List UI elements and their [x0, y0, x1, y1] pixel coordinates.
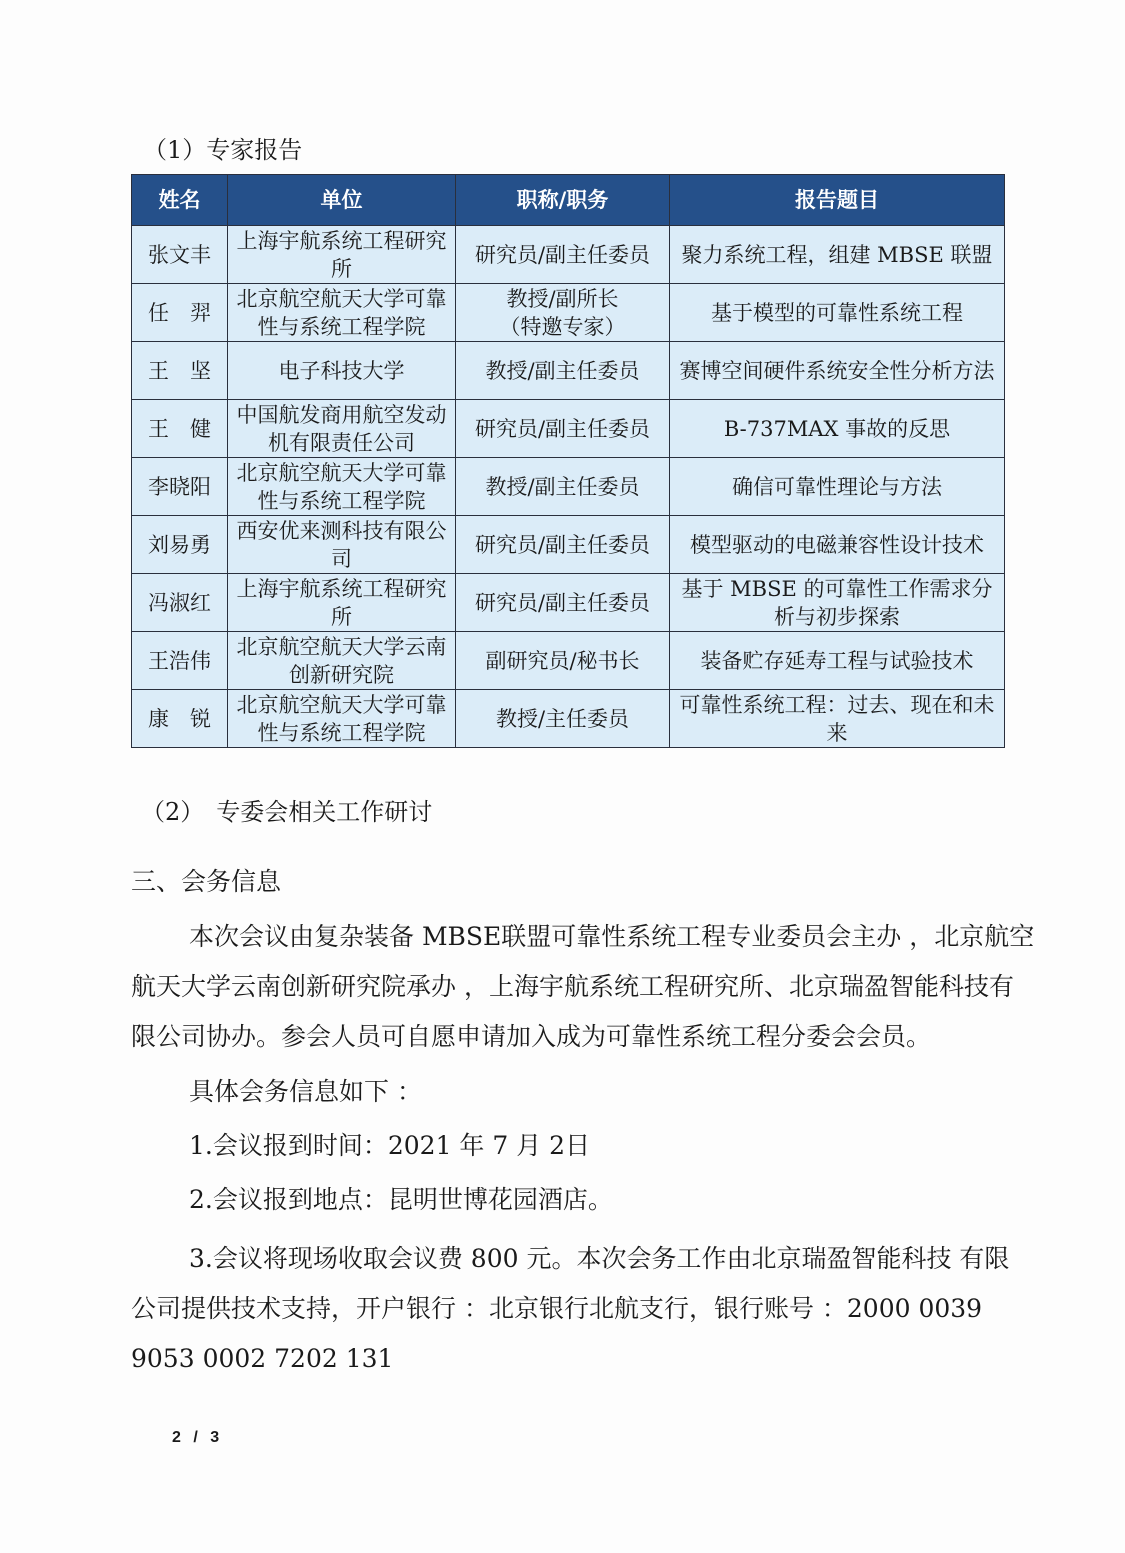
table-row	[132, 284, 1005, 342]
report-topic-cell: B-737MAX 事故的反思	[670, 400, 1005, 458]
table-row	[132, 400, 1005, 458]
report-topic-cell: 确信可靠性理论与方法	[670, 458, 1005, 516]
expert-report-table	[131, 174, 1005, 748]
unit-cell: 上海宇航系统工程研究所	[228, 574, 456, 632]
unit-cell: 中国航发商用航空发动机有限责任公司	[228, 400, 456, 458]
section-3-heading: 三、会务信息	[131, 867, 282, 896]
registration-time: 1.会议报到时间：2021 年 7 月 2日	[189, 1131, 591, 1160]
organizer-paragraph: 本次会议由复杂装备 MBSE联盟可靠性系统工程专业委员会主办 ，北京航空航天大学云南创新研究院承办 ，上海宇航系统工程研究所、北京瑞盈智能科技有 限公司协办。参会人员可自愿申请加入成为可靠性系统工程分委会会员。	[131, 922, 1035, 1051]
position-cell: 研究员/副主任委员	[456, 400, 670, 458]
table-row	[132, 574, 1005, 632]
unit-cell: 北京航空航天大学云南创新研究院	[228, 632, 456, 690]
title-header: 职称/职务	[456, 175, 670, 226]
position-cell: 研究员/副主任委员	[456, 516, 670, 574]
position-cell: 研究员/副主任委员	[456, 226, 670, 284]
unit-header: 单位	[228, 175, 456, 226]
report-topic-cell: 模型驱动的电磁兼容性设计技术	[670, 516, 1005, 574]
table-row	[132, 458, 1005, 516]
table-row	[132, 632, 1005, 690]
expert-name-cell: 刘易勇	[132, 516, 228, 574]
report-topic-cell: 装备贮存延寿工程与试验技术	[670, 632, 1005, 690]
expert-name-cell: 王 健	[132, 400, 228, 458]
position-cell: 副研究员/秘书长	[456, 632, 670, 690]
unit-cell: 北京航空航天大学可靠性与系统工程学院	[228, 284, 456, 342]
table-row	[132, 516, 1005, 574]
table-row	[132, 226, 1005, 284]
unit-cell: 电子科技大学	[228, 342, 456, 400]
fee-and-bank-info: 3.会议将现场收取会议费 800 元。本次会务工作由北京瑞盈智能科技 有限公司提供技术支持，开户银行 ：北京银行北航支行，银行账号 ：2000 0039 9053 0002 7202 131	[131, 1244, 1010, 1373]
registration-location: 2.会议报到地点：昆明世博花园酒店。	[189, 1185, 613, 1214]
position-cell: 研究员/副主任委员	[456, 574, 670, 632]
table-body	[132, 226, 1005, 748]
position-cell: 教授/副所长 （特邀专家）	[456, 284, 670, 342]
section-2-heading: （2） 专委会相关工作研讨	[141, 798, 433, 826]
position-cell: 教授/主任委员	[456, 690, 670, 748]
unit-cell: 上海宇航系统工程研究所	[228, 226, 456, 284]
table-row	[132, 342, 1005, 400]
expert-name-cell: 任 羿	[132, 284, 228, 342]
expert-name-cell: 李晓阳	[132, 458, 228, 516]
section-1-heading: （1）专家报告	[143, 136, 303, 164]
expert-name-cell: 张文丰	[132, 226, 228, 284]
expert-name-cell: 王 坚	[132, 342, 228, 400]
table-row	[132, 690, 1005, 748]
details-intro: 具体会务信息如下 ：	[189, 1077, 422, 1106]
report-topic-cell: 聚力系统工程，组建 MBSE 联盟	[670, 226, 1005, 284]
report-topic-cell: 基于 MBSE 的可靠性工作需求分析与初步探索	[670, 574, 1005, 632]
expert-name-cell: 王浩伟	[132, 632, 228, 690]
report-topic-cell: 赛博空间硬件系统安全性分析方法	[670, 342, 1005, 400]
unit-cell: 西安优来测科技有限公司	[228, 516, 456, 574]
report-topic-header: 报告题目	[670, 175, 1005, 226]
table-header-row	[132, 175, 1005, 226]
expert-name-cell: 冯淑红	[132, 574, 228, 632]
name-header: 姓名	[132, 175, 228, 226]
position-cell: 教授/副主任委员	[456, 458, 670, 516]
report-topic-cell: 基于模型的可靠性系统工程	[670, 284, 1005, 342]
report-topic-cell: 可靠性系统工程：过去、现在和未来	[670, 690, 1005, 748]
page-number: 2 / 3	[172, 1429, 224, 1446]
unit-cell: 北京航空航天大学可靠性与系统工程学院	[228, 690, 456, 748]
unit-cell: 北京航空航天大学可靠性与系统工程学院	[228, 458, 456, 516]
position-cell: 教授/副主任委员	[456, 342, 670, 400]
expert-name-cell: 康 锐	[132, 690, 228, 748]
